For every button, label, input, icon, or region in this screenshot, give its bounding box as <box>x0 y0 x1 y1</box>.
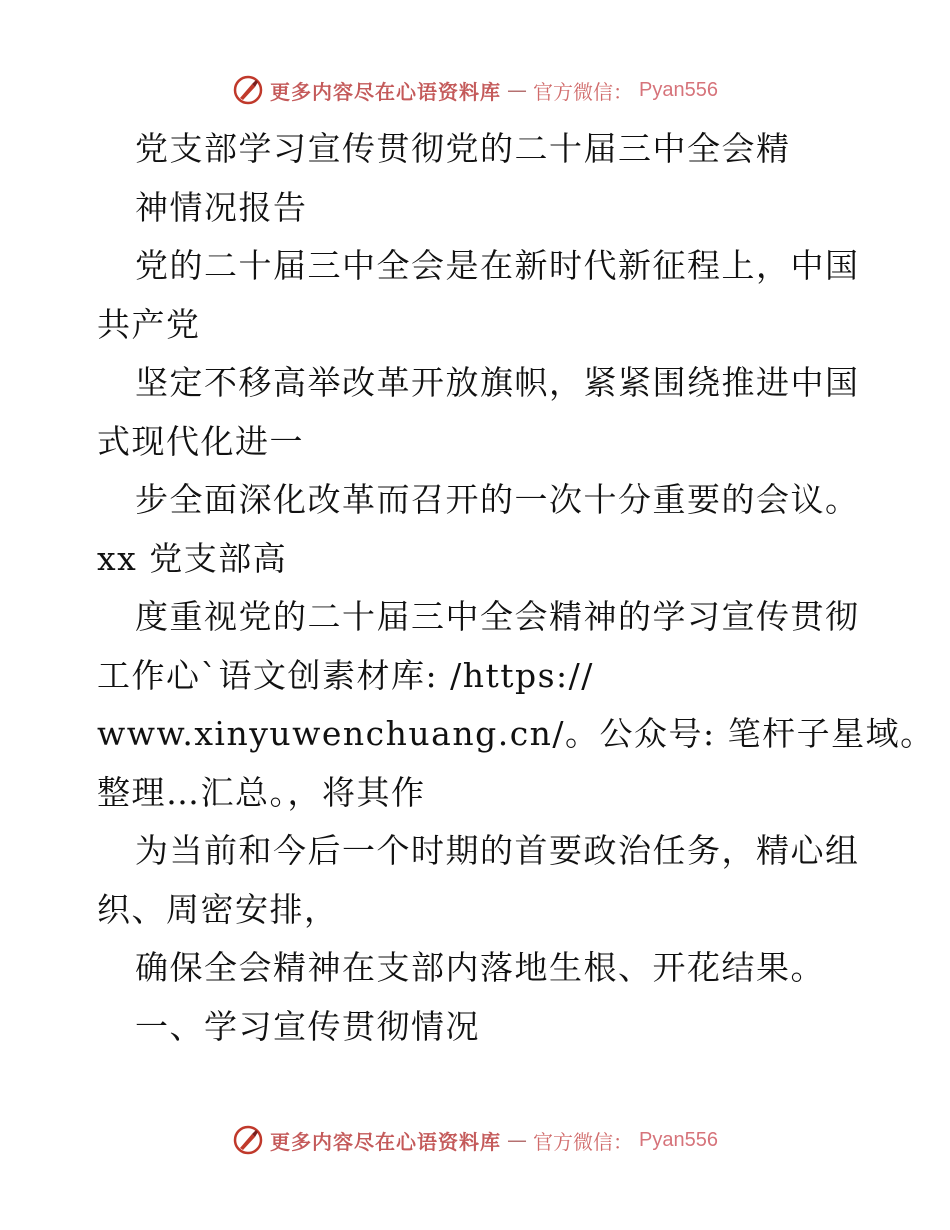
banner-wechat-label: 官方微信： <box>533 1129 634 1154</box>
banner-dash: — <box>507 1128 528 1152</box>
paragraph-line: 党的二十届三中全会是在新时代新征程上，中国 <box>135 246 860 285</box>
paragraph-line: 步全面深化改革而召开的一次十分重要的会议。 <box>135 480 860 519</box>
pen-logo-icon <box>232 1124 264 1156</box>
footer-watermark-banner <box>0 1120 950 1160</box>
paragraph-line: 坚定不移高举改革开放旗帜，紧紧围绕推进中国 <box>135 363 860 402</box>
doc-title-line-2: 神情况报告 <box>135 187 308 227</box>
banner-wechat-id: Pyan556 <box>639 78 718 101</box>
doc-title-line-1: 党支部学习宣传贯彻党的二十届三中全会精 <box>135 129 791 168</box>
paragraph-line: 织、周密安排， <box>97 889 339 929</box>
banner-main-text: 更多内容尽在心语资料库 <box>270 1129 502 1154</box>
paragraph-line: www.xinyuwenchuang.cn/。公众号: 笔杆子星域。 <box>97 714 935 753</box>
paragraph-line: 整理…汇总。，将其作 <box>97 772 426 812</box>
banner-wechat-id: Pyan556 <box>639 1128 718 1151</box>
banner-dash: — <box>507 78 528 102</box>
banner-wechat-label: 官方微信： <box>533 79 634 104</box>
paragraph-line: 确保全会精神在支部内落地生根、开花结果。 <box>135 948 825 987</box>
section-heading: 一、学习宣传贯彻情况 <box>135 1006 480 1046</box>
paragraph-line: 度重视党的二十届三中全会精神的学习宣传贯彻 <box>135 597 860 636</box>
header-watermark-banner <box>0 70 950 110</box>
pen-logo-icon <box>232 74 264 106</box>
paragraph-line: 工作心`语文创素材库: /https:// <box>97 655 594 695</box>
paragraph-line: 共产党 <box>97 304 201 344</box>
paragraph-line: 为当前和今后一个时期的首要政治任务，精心组 <box>135 831 860 870</box>
paragraph-line: xx 党支部高 <box>97 538 288 578</box>
document-body <box>97 120 935 1056</box>
banner-main-text: 更多内容尽在心语资料库 <box>270 79 502 104</box>
paragraph-line: 式现代化进一 <box>97 421 304 461</box>
